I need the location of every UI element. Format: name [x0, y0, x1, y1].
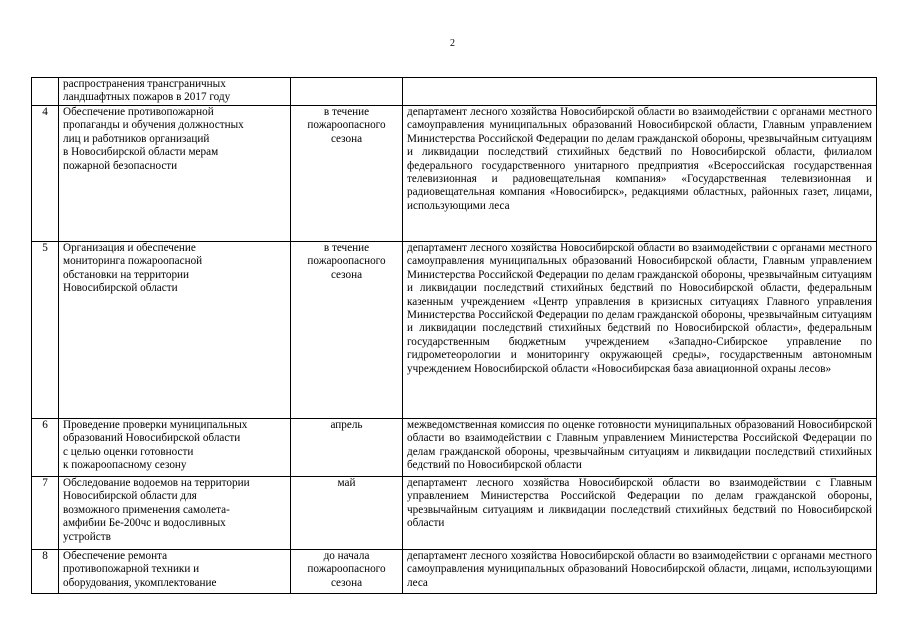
measures-table-body: [32, 78, 877, 594]
responsible-cell: департамент лесного хозяйства Новосибирской области во взаимодействии с органами местного самоуправления муниципальных образований Новосибирской области, Главным управлением Министерства Российской Федерации по делам гражданской обороны, чрезвычайным ситуациям и ликвидации последствий стихийных бедствий по Новосибирской области, филиалом федерального государственного унитарного предприятия «Всероссийская государственная телевизионная и радиовещательная компания» «Государственная телевизионная и радиовещательная компания «Новосибирск», редакциями областных, районных газет, лицами, использующими леса: [403, 106, 877, 242]
event-cell: [59, 106, 291, 242]
event-line: ландшафтных пожаров в 2017 году: [63, 91, 231, 104]
event-line: пропаганды и обучения должностных: [63, 119, 244, 132]
event-line: противопожарной техники и: [63, 563, 200, 576]
row-number-cell: 5: [32, 242, 59, 419]
term-line: май: [337, 477, 356, 489]
event-line: образований Новосибирской области: [63, 432, 241, 445]
responsible-cell: межведомственная комиссия по оценке готовности муниципальных образований Новосибирской области во взаимодействии с Главным управлением Министерства Российской Федерации по делам гражданской обороны, чрезвычайным ситуациям и ликвидации последствий стихийных бедствий по Новосибирской области: [403, 419, 877, 477]
table-row: [32, 242, 877, 419]
event-line: к пожароопасному сезону: [63, 459, 187, 472]
event-line: пожарной безопасности: [63, 159, 178, 172]
responsible-cell: департамент лесного хозяйства Новосибирской области во взаимодействии с Главным управлением Министерства Российской Федерации по делам гражданской обороны, чрезвычайным ситуациям и ликвидации последствий стихийных бедствий по Новосибирской области: [403, 477, 877, 550]
table-row: [32, 419, 877, 477]
term-cell: [291, 106, 403, 242]
term-line: в течение: [323, 242, 370, 254]
row-number-cell: 7: [32, 477, 59, 550]
term-line: сезона: [330, 576, 363, 589]
term-line: в течение: [323, 106, 370, 118]
event-line: Обеспечение противопожарной: [63, 106, 214, 118]
event-cell: [59, 78, 291, 106]
event-line: возможного применения самолета-: [63, 503, 230, 516]
event-line: с целью оценки готовности: [63, 445, 194, 458]
table-row: [32, 477, 877, 550]
responsible-cell: департамент лесного хозяйства Новосибирской области во взаимодействии с органами местного самоуправления муниципальных образований Новосибирской области, Главным управлением Министерства Российской Федерации по делам гражданской обороны, чрезвычайным ситуациям и ликвидации последствий стихийных бедствий по Новосибирской области, федеральным казенным учреждением «Центр управления в кризисных ситуациях Главного управления Министерства Российской Федерации по делам гражданской обороны, чрезвычайным ситуациям и ликвидации последствий стихийных бедствий по Новосибирской области», федеральным государственным бюджетным учреждением «Западно-Сибирское управление по гидрометеорологии и мониторингу окружающей среды», государственным автономным учреждением Новосибирской области «Новосибирская база авиационной охраны лесов»: [403, 242, 877, 419]
table-row: [32, 550, 877, 594]
event-line: Проведение проверки муниципальных: [63, 419, 248, 431]
page-number: 2: [450, 38, 455, 49]
event-line: Новосибирской области: [63, 282, 178, 295]
term-line: апрель: [330, 419, 363, 431]
event-line: лиц и работников организаций: [63, 132, 210, 145]
term-line: до начала: [323, 550, 370, 562]
event-line: распространения трансграничных: [63, 78, 226, 90]
term-cell: [291, 419, 403, 477]
event-line: амфибии Бе-200чс и водосливных: [63, 517, 226, 530]
event-line: Обеспечение ремонта: [63, 550, 168, 562]
term-line: сезона: [330, 132, 363, 145]
event-cell: [59, 477, 291, 550]
term-line: пожароопасного: [307, 119, 386, 132]
event-line: обстановки на территории: [63, 268, 190, 281]
event-cell: [59, 419, 291, 477]
event-cell: [59, 550, 291, 594]
responsible-cell: департамент лесного хозяйства Новосибирской области во взаимодействии с органами местного самоуправления муниципальных образований Новосибирской области, лицами, использующими леса: [403, 550, 877, 594]
event-line: в Новосибирской области мерам: [63, 146, 219, 159]
term-line: пожароопасного: [307, 255, 386, 268]
table-row: [32, 106, 877, 242]
table-row: [32, 78, 877, 106]
row-number-cell: [32, 78, 59, 106]
event-line: Организация и обеспечение: [63, 242, 196, 254]
event-line: устройств: [63, 530, 111, 543]
term-cell: [291, 242, 403, 419]
event-line: оборудования, укомплектование: [63, 576, 217, 589]
row-number-cell: 8: [32, 550, 59, 594]
event-line: Обследование водоемов на территории: [63, 477, 250, 489]
term-line: сезона: [330, 268, 363, 281]
row-number-cell: 6: [32, 419, 59, 477]
term-cell: [291, 477, 403, 550]
event-cell: [59, 242, 291, 419]
term-cell: [291, 550, 403, 594]
measures-table: [31, 77, 877, 594]
event-line: Новосибирской области для: [63, 490, 197, 503]
event-line: мониторинга пожароопасной: [63, 255, 203, 268]
row-number-cell: 4: [32, 106, 59, 242]
term-cell: [291, 78, 403, 106]
term-line: пожароопасного: [307, 563, 386, 576]
responsible-cell: [403, 78, 877, 106]
